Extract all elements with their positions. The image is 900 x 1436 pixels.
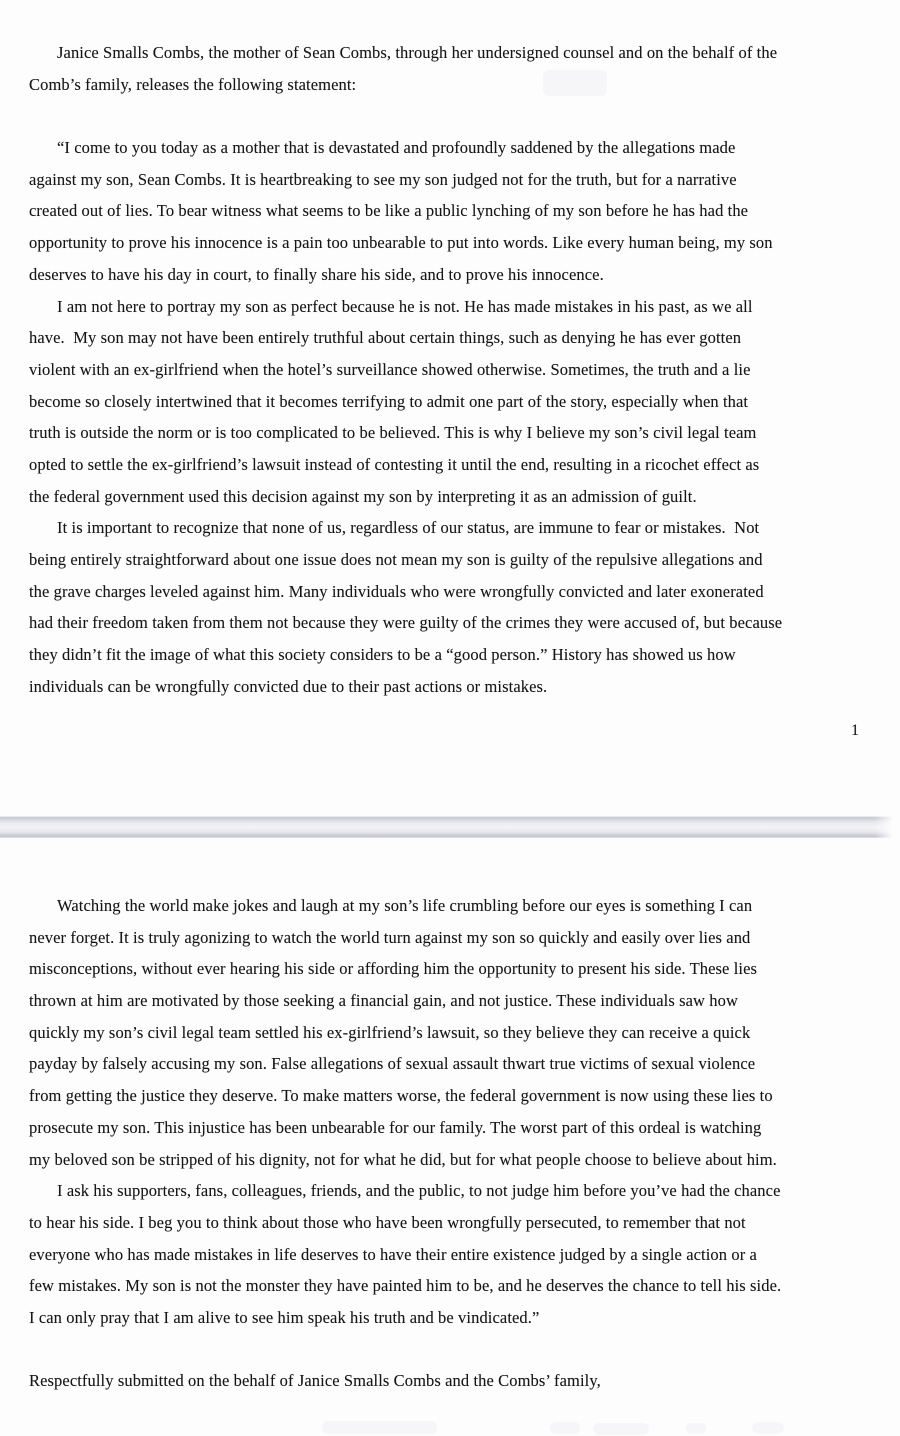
text-line: had their freedom taken from them not because they were guilty of the crimes they were accused of, but because — [29, 613, 783, 633]
scan-artifact — [686, 1423, 706, 1434]
text-line: never forget. It is truly agonizing to watch the world turn against my son so quickly and easily over lies and — [29, 927, 751, 947]
text-line: I can only pray that I am alive to see him speak his truth and be vindicated.” — [29, 1307, 540, 1327]
text-line: I ask his supporters, fans, colleagues, friends, and the public, to not judge him before you’ve had the chance — [57, 1181, 781, 1201]
text-line: they didn’t fit the image of what this society considers to be a “good person.” History has showed us how — [29, 645, 736, 665]
scan-artifact — [752, 1422, 784, 1434]
text-line: my beloved son be stripped of his dignity, not for what he did, but for what people choose to believe about him. — [29, 1149, 777, 1169]
scan-artifact — [543, 70, 607, 96]
page-number: 1 — [851, 722, 859, 740]
scan-artifact — [550, 1422, 580, 1434]
text-line: created out of lies. To bear witness what seems to be like a public lynching of my son before he has had the — [29, 201, 749, 221]
text-line: “I come to you today as a mother that is devastated and profoundly saddened by the allegations made — [57, 138, 736, 158]
text-line: the federal government used this decision against my son by interpreting it as an admission of guilt. — [29, 486, 697, 506]
text-line: thrown at him are motivated by those seeking a financial gain, and not justice. These individuals saw how — [29, 991, 738, 1011]
text-line: to hear his side. I beg you to think about those who have been wrongfully persecuted, to remember that not — [29, 1212, 746, 1232]
text-line: I am not here to portray my son as perfect because he is not. He has made mistakes in his past, as we all — [57, 296, 753, 316]
text-line: payday by falsely accusing my son. False allegations of sexual assault thwart true victims of sexual violence — [29, 1054, 756, 1074]
text-line: It is important to recognize that none of us, regardless of our status, are immune to fear or mistakes. Not — [57, 518, 760, 538]
scan-artifact — [322, 1421, 437, 1434]
page-2 — [0, 838, 900, 1436]
scan-artifact — [593, 1423, 649, 1435]
text-line: prosecute my son. This injustice has been unbearable for our family. The worst part of this ordeal is watching — [29, 1117, 762, 1137]
text-line: few mistakes. My son is not the monster they have painted him to be, and he deserves the chance to tell his side. — [29, 1276, 782, 1296]
text-line: have. My son may not have been entirely truthful about certain things, such as denying he has ever gotten — [29, 328, 742, 348]
text-line: become so closely intertwined that it becomes terrifying to admit one part of the story, especially when that — [29, 391, 749, 411]
text-line: Watching the world make jokes and laugh at my son’s life crumbling before our eyes is something I can — [57, 896, 753, 915]
page-separator — [0, 816, 893, 838]
text-line: quickly my son’s civil legal team settled his ex-girlfriend’s lawsuit, so they believe they can receive a quick — [29, 1022, 751, 1042]
text-line: individuals can be wrongfully convicted due to their past actions or mistakes. — [29, 676, 548, 696]
text-line: violent with an ex-girlfriend when the hotel’s surveillance showed otherwise. Sometimes, the truth and a lie — [29, 359, 751, 379]
page-separator-fade — [875, 816, 893, 838]
text-line: opportunity to prove his innocence is a pain too unbearable to put into words. Like every human being, my son — [29, 233, 773, 253]
closing-line: Respectfully submitted on the behalf of Janice Smalls Combs and the Combs’ family, — [29, 1371, 601, 1391]
text-line: misconceptions, without ever hearing his side or affording him the opportunity to present his side. These lies — [29, 959, 758, 979]
text-line: truth is outside the norm or is too complicated to be believed. This is why I believe my son’s civil legal team — [29, 423, 757, 443]
text-line: deserves to have his day in court, to finally share his side, and to prove his innocence. — [29, 264, 604, 284]
text-line: being entirely straightforward about one issue does not mean my son is guilty of the repulsive allegations and — [29, 550, 763, 569]
text-line: opted to settle the ex-girlfriend’s lawsuit instead of contesting it until the end, resulting in a ricochet effect as — [29, 454, 760, 474]
text-line: against my son, Sean Combs. It is heartbreaking to see my son judged not for the truth, but for a narrative — [29, 169, 737, 189]
text-line: Comb’s family, releases the following statement: — [29, 74, 357, 94]
text-line: Janice Smalls Combs, the mother of Sean Combs, through her undersigned counsel and on the behalf of the — [57, 43, 778, 62]
text-line: everyone who has made mistakes in life deserves to have their entire existence judged by a single action or a — [29, 1244, 757, 1264]
text-line: the grave charges leveled against him. Many individuals who were wrongfully convicted and later exonerated — [29, 581, 764, 601]
text-line: from getting the justice they deserve. To make matters worse, the federal government is now using these lies to — [29, 1086, 773, 1106]
